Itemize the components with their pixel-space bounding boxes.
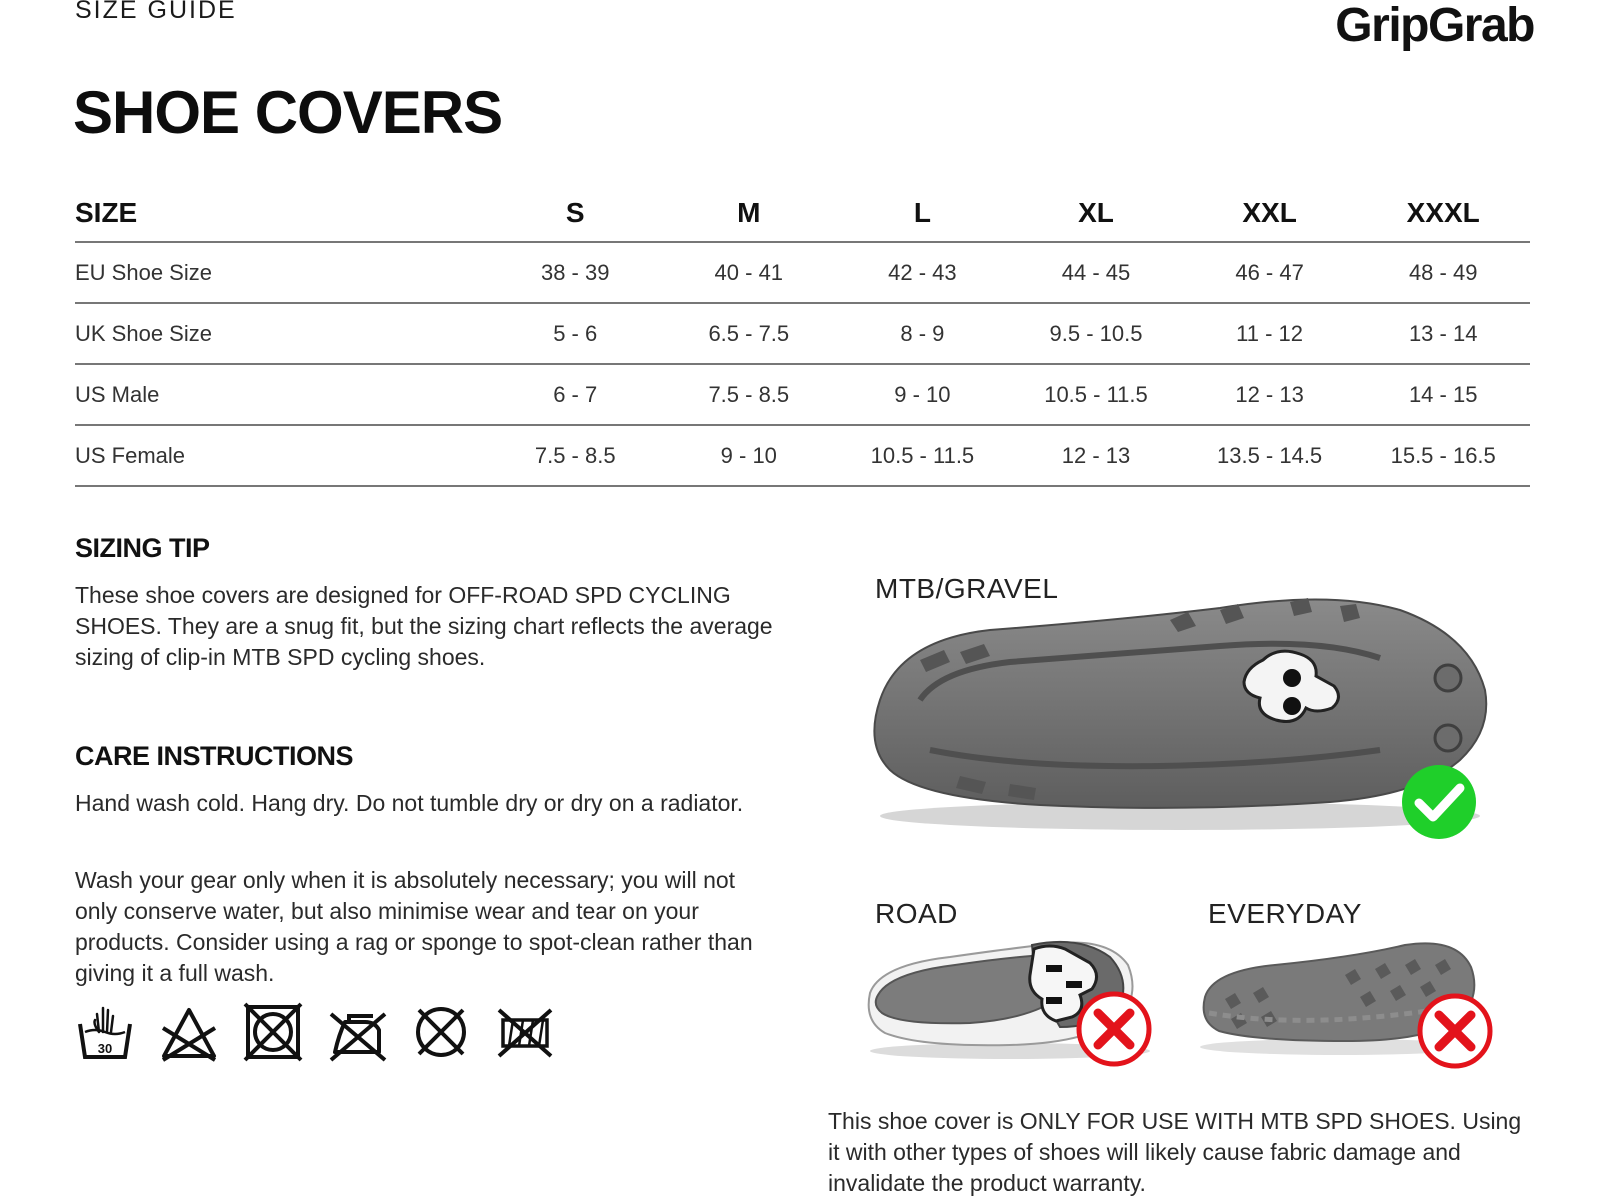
column-header: S: [488, 185, 662, 242]
column-header: XXL: [1183, 185, 1357, 242]
table-cell: 40 - 41: [662, 242, 836, 303]
table-cell: 14 - 15: [1356, 364, 1530, 425]
table-cell: 46 - 47: [1183, 242, 1357, 303]
row-label: UK Shoe Size: [75, 303, 488, 364]
column-header: M: [662, 185, 836, 242]
table-cell: 13.5 - 14.5: [1183, 425, 1357, 486]
mtb-gravel-label: MTB/GRAVEL: [875, 573, 1059, 604]
brand-logo: GripGrab: [1335, 0, 1534, 52]
table-cell: 8 - 9: [836, 303, 1010, 364]
table-row: [75, 425, 1530, 486]
mtb-compatible-check-icon: [1400, 763, 1478, 841]
table-row: [75, 303, 1530, 364]
no-bleach-icon: [159, 1002, 219, 1062]
table-cell: 7.5 - 8.5: [662, 364, 836, 425]
table-cell: 15.5 - 16.5: [1356, 425, 1530, 486]
column-header: SIZE: [75, 185, 488, 242]
row-label: EU Shoe Size: [75, 242, 488, 303]
row-label: US Female: [75, 425, 488, 486]
care-icons: [75, 1002, 555, 1062]
table-cell: 9 - 10: [836, 364, 1010, 425]
table-cell: 44 - 45: [1009, 242, 1183, 303]
everyday-incompatible-x-icon: [1416, 992, 1494, 1070]
table-cell: 10.5 - 11.5: [1009, 364, 1183, 425]
table-cell: 12 - 13: [1009, 425, 1183, 486]
table-cell: 5 - 6: [488, 303, 662, 364]
table-cell: 13 - 14: [1356, 303, 1530, 364]
table-row: [75, 364, 1530, 425]
table-row: [75, 242, 1530, 303]
no-dry-clean-icon: [411, 1002, 471, 1062]
table-cell: 6 - 7: [488, 364, 662, 425]
size-table: [75, 185, 1530, 487]
column-header: XXXL: [1356, 185, 1530, 242]
no-radiator-dry-icon: [495, 1002, 555, 1062]
warranty-note: This shoe cover is ONLY FOR USE WITH MTB SPD SHOES. Using it with other types of shoes will likely cause fabric damage and invalidate the product warranty.: [828, 1108, 1522, 1196]
table-cell: 9.5 - 10.5: [1009, 303, 1183, 364]
care-heading: CARE INSTRUCTIONS: [75, 741, 354, 771]
table-cell: 38 - 39: [488, 242, 662, 303]
table-cell: 10.5 - 11.5: [836, 425, 1010, 486]
table-cell: 12 - 13: [1183, 364, 1357, 425]
page-title: SHOE COVERS: [73, 79, 503, 146]
care-paragraph-2: Wash your gear only when it is absolutely necessary; you will not only conserve water, but also minimise wear and tear on your products. Consider using a rag or sponge to spot-clean rather than giving it a full wash.: [75, 867, 753, 986]
column-header: L: [836, 185, 1010, 242]
hand-wash-30-icon: [75, 1002, 135, 1062]
mtb-check-circle: [1402, 765, 1476, 839]
table-cell: 11 - 12: [1183, 303, 1357, 364]
column-header: XL: [1009, 185, 1183, 242]
road-incompatible-x-icon: [1075, 990, 1153, 1068]
sizing-tip-text: These shoe covers are designed for OFF-ROAD SPD CYCLING SHOES. They are a snug fit, but the sizing chart reflects the average sizing of clip-in MTB SPD cycling shoes.: [75, 582, 773, 670]
table-cell: 6.5 - 7.5: [662, 303, 836, 364]
care-paragraph-1: Hand wash cold. Hang dry. Do not tumble dry or dry on a radiator.: [75, 790, 744, 816]
wash-temperature-label: 30: [97, 1041, 113, 1056]
road-label: ROAD: [875, 898, 958, 929]
no-iron-icon: [327, 1002, 387, 1062]
table-cell: 42 - 43: [836, 242, 1010, 303]
sizing-tip-heading: SIZING TIP: [75, 533, 210, 563]
row-label: US Male: [75, 364, 488, 425]
guide-label: SIZE GUIDE: [75, 0, 237, 24]
no-tumble-dry-icon: [243, 1002, 303, 1062]
table-cell: 9 - 10: [662, 425, 836, 486]
everyday-label: EVERYDAY: [1208, 898, 1362, 929]
table-cell: 7.5 - 8.5: [488, 425, 662, 486]
table-cell: 48 - 49: [1356, 242, 1530, 303]
table-header-row: [75, 185, 1530, 242]
